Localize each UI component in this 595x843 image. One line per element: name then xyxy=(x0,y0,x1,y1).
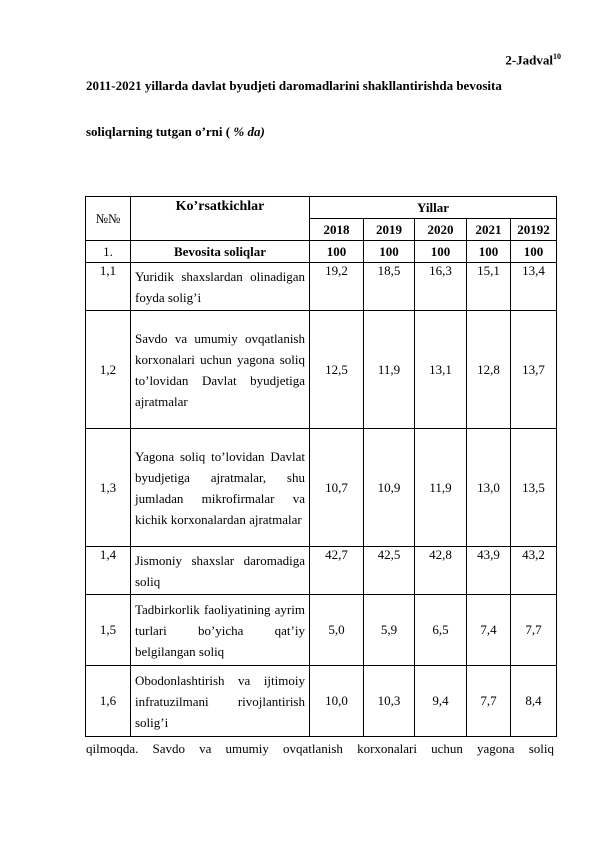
row-value: 42,8 xyxy=(415,547,467,595)
row-value: 13,7 xyxy=(511,311,557,429)
row-value: 42,5 xyxy=(364,547,415,595)
year-header: 2021 xyxy=(467,219,511,241)
row-value: 13,5 xyxy=(511,429,557,547)
row-value: 11,9 xyxy=(415,429,467,547)
row-value: 43,9 xyxy=(467,547,511,595)
row-num: 1,4 xyxy=(86,547,131,595)
row-value: 15,1 xyxy=(467,263,511,311)
row-value: 7,7 xyxy=(511,595,557,666)
row-value: 9,4 xyxy=(415,666,467,737)
row-name: Obodonlashtirish va ijtimoiy infratuzilmani rivojlantirish solig’i xyxy=(131,666,310,737)
year-header: 2020 xyxy=(415,219,467,241)
row-value: 42,7 xyxy=(310,547,364,595)
row-name: Yuridik shaxslardan olinadigan foyda solig’i xyxy=(131,263,310,311)
row-num: 1,5 xyxy=(86,595,131,666)
table-title-line-1: 2011-2021 yillarda davlat byudjeti daromadlarini shakllantirishda bevosita xyxy=(86,78,502,93)
body-text-line: qilmoqda. Savdo va umumiy ovqatlanish korxonalari uchun yagona soliq xyxy=(86,741,554,756)
table-row xyxy=(86,595,557,666)
row-num: 1,2 xyxy=(86,311,131,429)
data-table xyxy=(85,196,557,737)
row-value: 5,0 xyxy=(310,595,364,666)
header-indicators: Ko’rsatkichlar xyxy=(131,197,310,241)
row-num: 1,1 xyxy=(86,263,131,311)
row-value: 100 xyxy=(467,241,511,263)
table-title-line-2: soliqlarning tutgan o’rni ( % da) xyxy=(86,124,265,139)
row-value: 12,5 xyxy=(310,311,364,429)
row-name: Tadbirkorlik faoliyatining ayrim turlari bo’yicha qat’iy belgilangan soliq xyxy=(131,595,310,666)
table-row xyxy=(86,311,557,429)
row-value: 7,7 xyxy=(467,666,511,737)
row-value: 16,3 xyxy=(415,263,467,311)
row-value: 5,9 xyxy=(364,595,415,666)
row-value: 10,0 xyxy=(310,666,364,737)
row-value: 100 xyxy=(364,241,415,263)
row-value: 100 xyxy=(415,241,467,263)
row-value: 19,2 xyxy=(310,263,364,311)
row-value: 12,8 xyxy=(467,311,511,429)
row-value: 43,2 xyxy=(511,547,557,595)
row-value: 8,4 xyxy=(511,666,557,737)
row-value: 10,3 xyxy=(364,666,415,737)
row-name: Savdo va umumiy ovqatlanish korxonalari uchun yagona soliq to’lovidan Davlat byudjetiga ajratmalar xyxy=(131,311,310,429)
row-value: 10,9 xyxy=(364,429,415,547)
row-value: 100 xyxy=(511,241,557,263)
row-name: Yagona soliq to’lovidan Davlat byudjetiga ajratmalar, shu jumladan mikrofirmalar va kichik korxonalardan ajratmalar xyxy=(131,429,310,547)
table-row xyxy=(86,429,557,547)
footnote-ref: 10 xyxy=(553,52,561,61)
unit-label: % da) xyxy=(233,124,265,139)
year-header: 20192 xyxy=(511,219,557,241)
row-value: 13,4 xyxy=(511,263,557,311)
row-value: 100 xyxy=(310,241,364,263)
table-row xyxy=(86,241,557,263)
row-value: 6,5 xyxy=(415,595,467,666)
table-row xyxy=(86,547,557,595)
row-name: Jismoniy shaxslar daromadiga soliq xyxy=(131,547,310,595)
table-row xyxy=(86,666,557,737)
row-value: 10,7 xyxy=(310,429,364,547)
row-value: 13,1 xyxy=(415,311,467,429)
header-years: Yillar xyxy=(310,197,557,219)
row-name: Bevosita soliqlar xyxy=(131,241,310,263)
year-header: 2019 xyxy=(364,219,415,241)
table-label: 2-Jadval$^{10}$ xyxy=(505,52,561,68)
table-row xyxy=(86,263,557,311)
header-num: №№ xyxy=(86,197,131,241)
row-value: 7,4 xyxy=(467,595,511,666)
row-value: 18,5 xyxy=(364,263,415,311)
year-header: 2018 xyxy=(310,219,364,241)
row-value: 13,0 xyxy=(467,429,511,547)
row-num: 1,3 xyxy=(86,429,131,547)
row-num: 1,6 xyxy=(86,666,131,737)
row-num: 1. xyxy=(86,241,131,263)
row-value: 11,9 xyxy=(364,311,415,429)
